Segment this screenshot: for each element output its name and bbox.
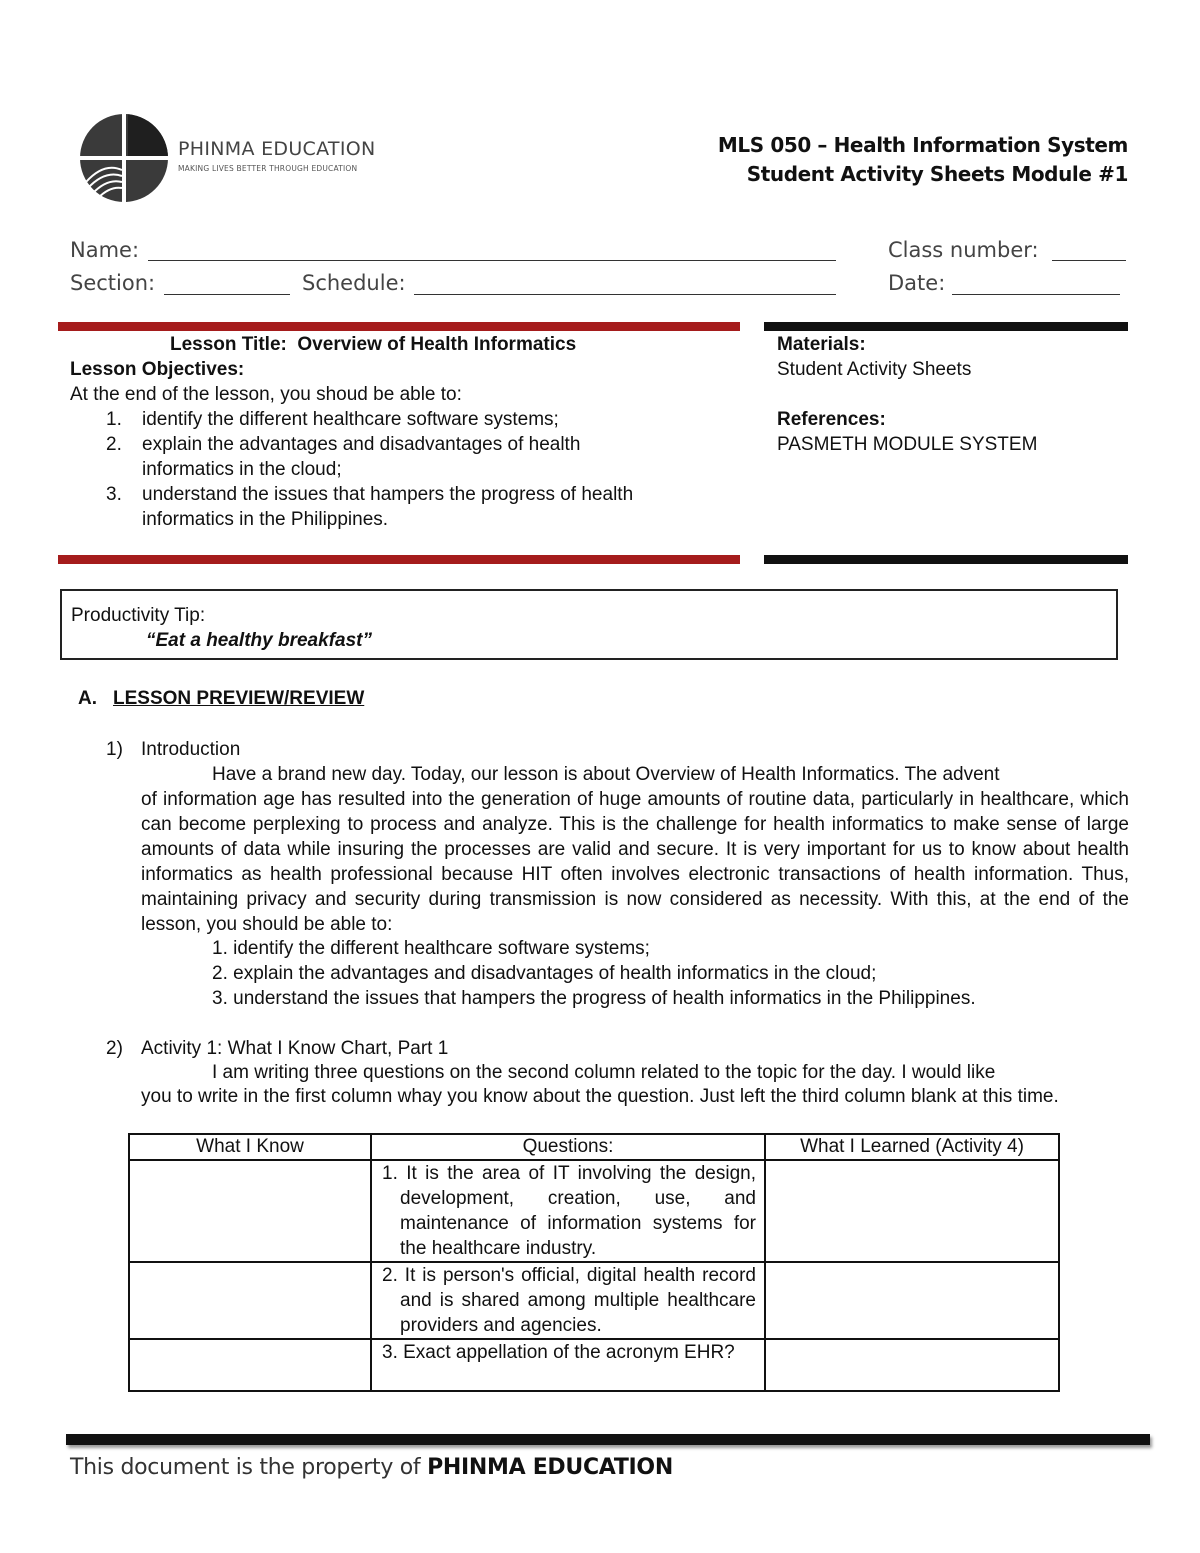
question-cell: 1. It is the area of IT involving the design, development, creation, use, and maintenance of information systems for the healthcare industry. xyxy=(371,1160,765,1262)
objective-item: 2. explain the advantages and disadvantages of health informatics in the cloud; xyxy=(106,434,581,480)
question-cell: 2. It is person's official, digital health record and is shared among multiple healthcare providers and agencies. xyxy=(371,1262,765,1339)
section-a-heading: LESSON PREVIEW/REVIEW xyxy=(113,688,365,709)
date-label: Date: xyxy=(888,271,946,295)
section-label: Section: xyxy=(70,271,156,295)
date-line[interactable] xyxy=(952,294,1120,295)
question-cell: 3. Exact appellation of the acronym EHR? xyxy=(371,1339,765,1391)
materials-label: Materials: xyxy=(777,334,866,355)
name-label: Name: xyxy=(70,238,140,262)
module-title: Student Activity Sheets Module #1 xyxy=(746,162,1128,186)
schedule-label: Schedule: xyxy=(302,271,406,295)
know-cell[interactable] xyxy=(129,1160,371,1262)
divider-black-top xyxy=(764,322,1128,331)
learned-cell[interactable] xyxy=(765,1262,1059,1339)
activity-first-line: I am writing three questions on the second column related to the topic for the day. I would like xyxy=(212,1062,996,1083)
table-row xyxy=(129,1262,1059,1339)
class-number-label: Class number: xyxy=(888,238,1039,262)
section-a-letter: A. xyxy=(78,688,97,709)
logo-tagline: MAKING LIVES BETTER THROUGH EDUCATION xyxy=(178,164,358,173)
intro-list-item: 2. explain the advantages and disadvantages of health informatics in the cloud; xyxy=(212,963,877,984)
objectives-list xyxy=(70,407,750,532)
activity-heading: Activity 1: What I Know Chart, Part 1 xyxy=(141,1038,449,1059)
know-cell[interactable] xyxy=(129,1262,371,1339)
objectives-label: Lesson Objectives: xyxy=(70,359,245,380)
references-value: PASMETH MODULE SYSTEM xyxy=(777,434,1038,455)
divider-red-top xyxy=(58,322,740,331)
schedule-line[interactable] xyxy=(414,294,836,295)
phinma-logo xyxy=(78,112,378,204)
name-line[interactable] xyxy=(148,260,836,261)
learned-cell[interactable] xyxy=(765,1160,1059,1262)
logo-name: PHINMA EDUCATION xyxy=(178,138,376,160)
footer-bar xyxy=(66,1434,1150,1445)
header-questions: Questions: xyxy=(371,1134,765,1160)
materials-value: Student Activity Sheets xyxy=(777,359,972,380)
course-title: MLS 050 – Health Information System xyxy=(717,133,1128,157)
intro-list xyxy=(212,936,976,1011)
footer-text xyxy=(70,1455,673,1480)
table-row xyxy=(129,1339,1059,1391)
objective-item: 3. understand the issues that hampers the progress of health informatics in the Philippines. xyxy=(106,484,634,530)
what-i-know-chart xyxy=(128,1133,1060,1392)
intro-heading: Introduction xyxy=(141,739,241,760)
know-cell[interactable] xyxy=(129,1339,371,1391)
header-what-i-learned: What I Learned (Activity 4) xyxy=(765,1134,1059,1160)
footer-owner: PHINMA EDUCATION xyxy=(427,1455,673,1480)
intro-paragraph: of information age has resulted into the generation of huge amounts of routine data, particularly in healthcare, which can become perplexing to process and analyze. This is the challenge for health informatics to make sense of large amounts of data while insuring the processes are valid and secure. It is very important for us to know about health informatics as health professional because HIT often involves electronic transactions of health information. Thus, maintaining privacy and security during transmission is now considered as necessity. With this, at the end of the lesson, you should be able to: xyxy=(141,789,1129,935)
divider-red-bottom xyxy=(58,555,740,564)
intro-num: 1) xyxy=(106,739,123,760)
activity-paragraph: you to write in the first column whay you know about the question. Just left the third column blank at this time. xyxy=(141,1086,1059,1107)
activity-num: 2) xyxy=(106,1038,123,1059)
productivity-tip-box xyxy=(60,589,1118,660)
intro-first-line: Have a brand new day. Today, our lesson is about Overview of Health Informatics. The advent xyxy=(212,764,1000,785)
table-header-row xyxy=(129,1134,1059,1160)
divider-black-bottom xyxy=(764,555,1128,564)
learned-cell[interactable] xyxy=(765,1339,1059,1391)
tip-quote: “Eat a healthy breakfast” xyxy=(146,630,372,651)
objectives-intro: At the end of the lesson, you shoud be able to: xyxy=(70,384,462,405)
references-label: References: xyxy=(777,409,886,430)
header-what-i-know: What I Know xyxy=(129,1134,371,1160)
section-line[interactable] xyxy=(164,294,290,295)
intro-list-item: 3. understand the issues that hampers the progress of health informatics in the Philippines. xyxy=(212,988,976,1009)
phinma-globe-icon xyxy=(78,112,170,204)
intro-list-item: 1. identify the different healthcare software systems; xyxy=(212,938,650,959)
class-number-line[interactable] xyxy=(1052,260,1126,261)
lesson-title: Lesson Title: Overview of Health Informatics xyxy=(170,334,577,355)
objective-item: 1. identify the different healthcare software systems; xyxy=(106,409,559,430)
tip-label: Productivity Tip: xyxy=(71,605,206,626)
footer-prefix: This document is the property of xyxy=(70,1455,421,1480)
table-row xyxy=(129,1160,1059,1262)
